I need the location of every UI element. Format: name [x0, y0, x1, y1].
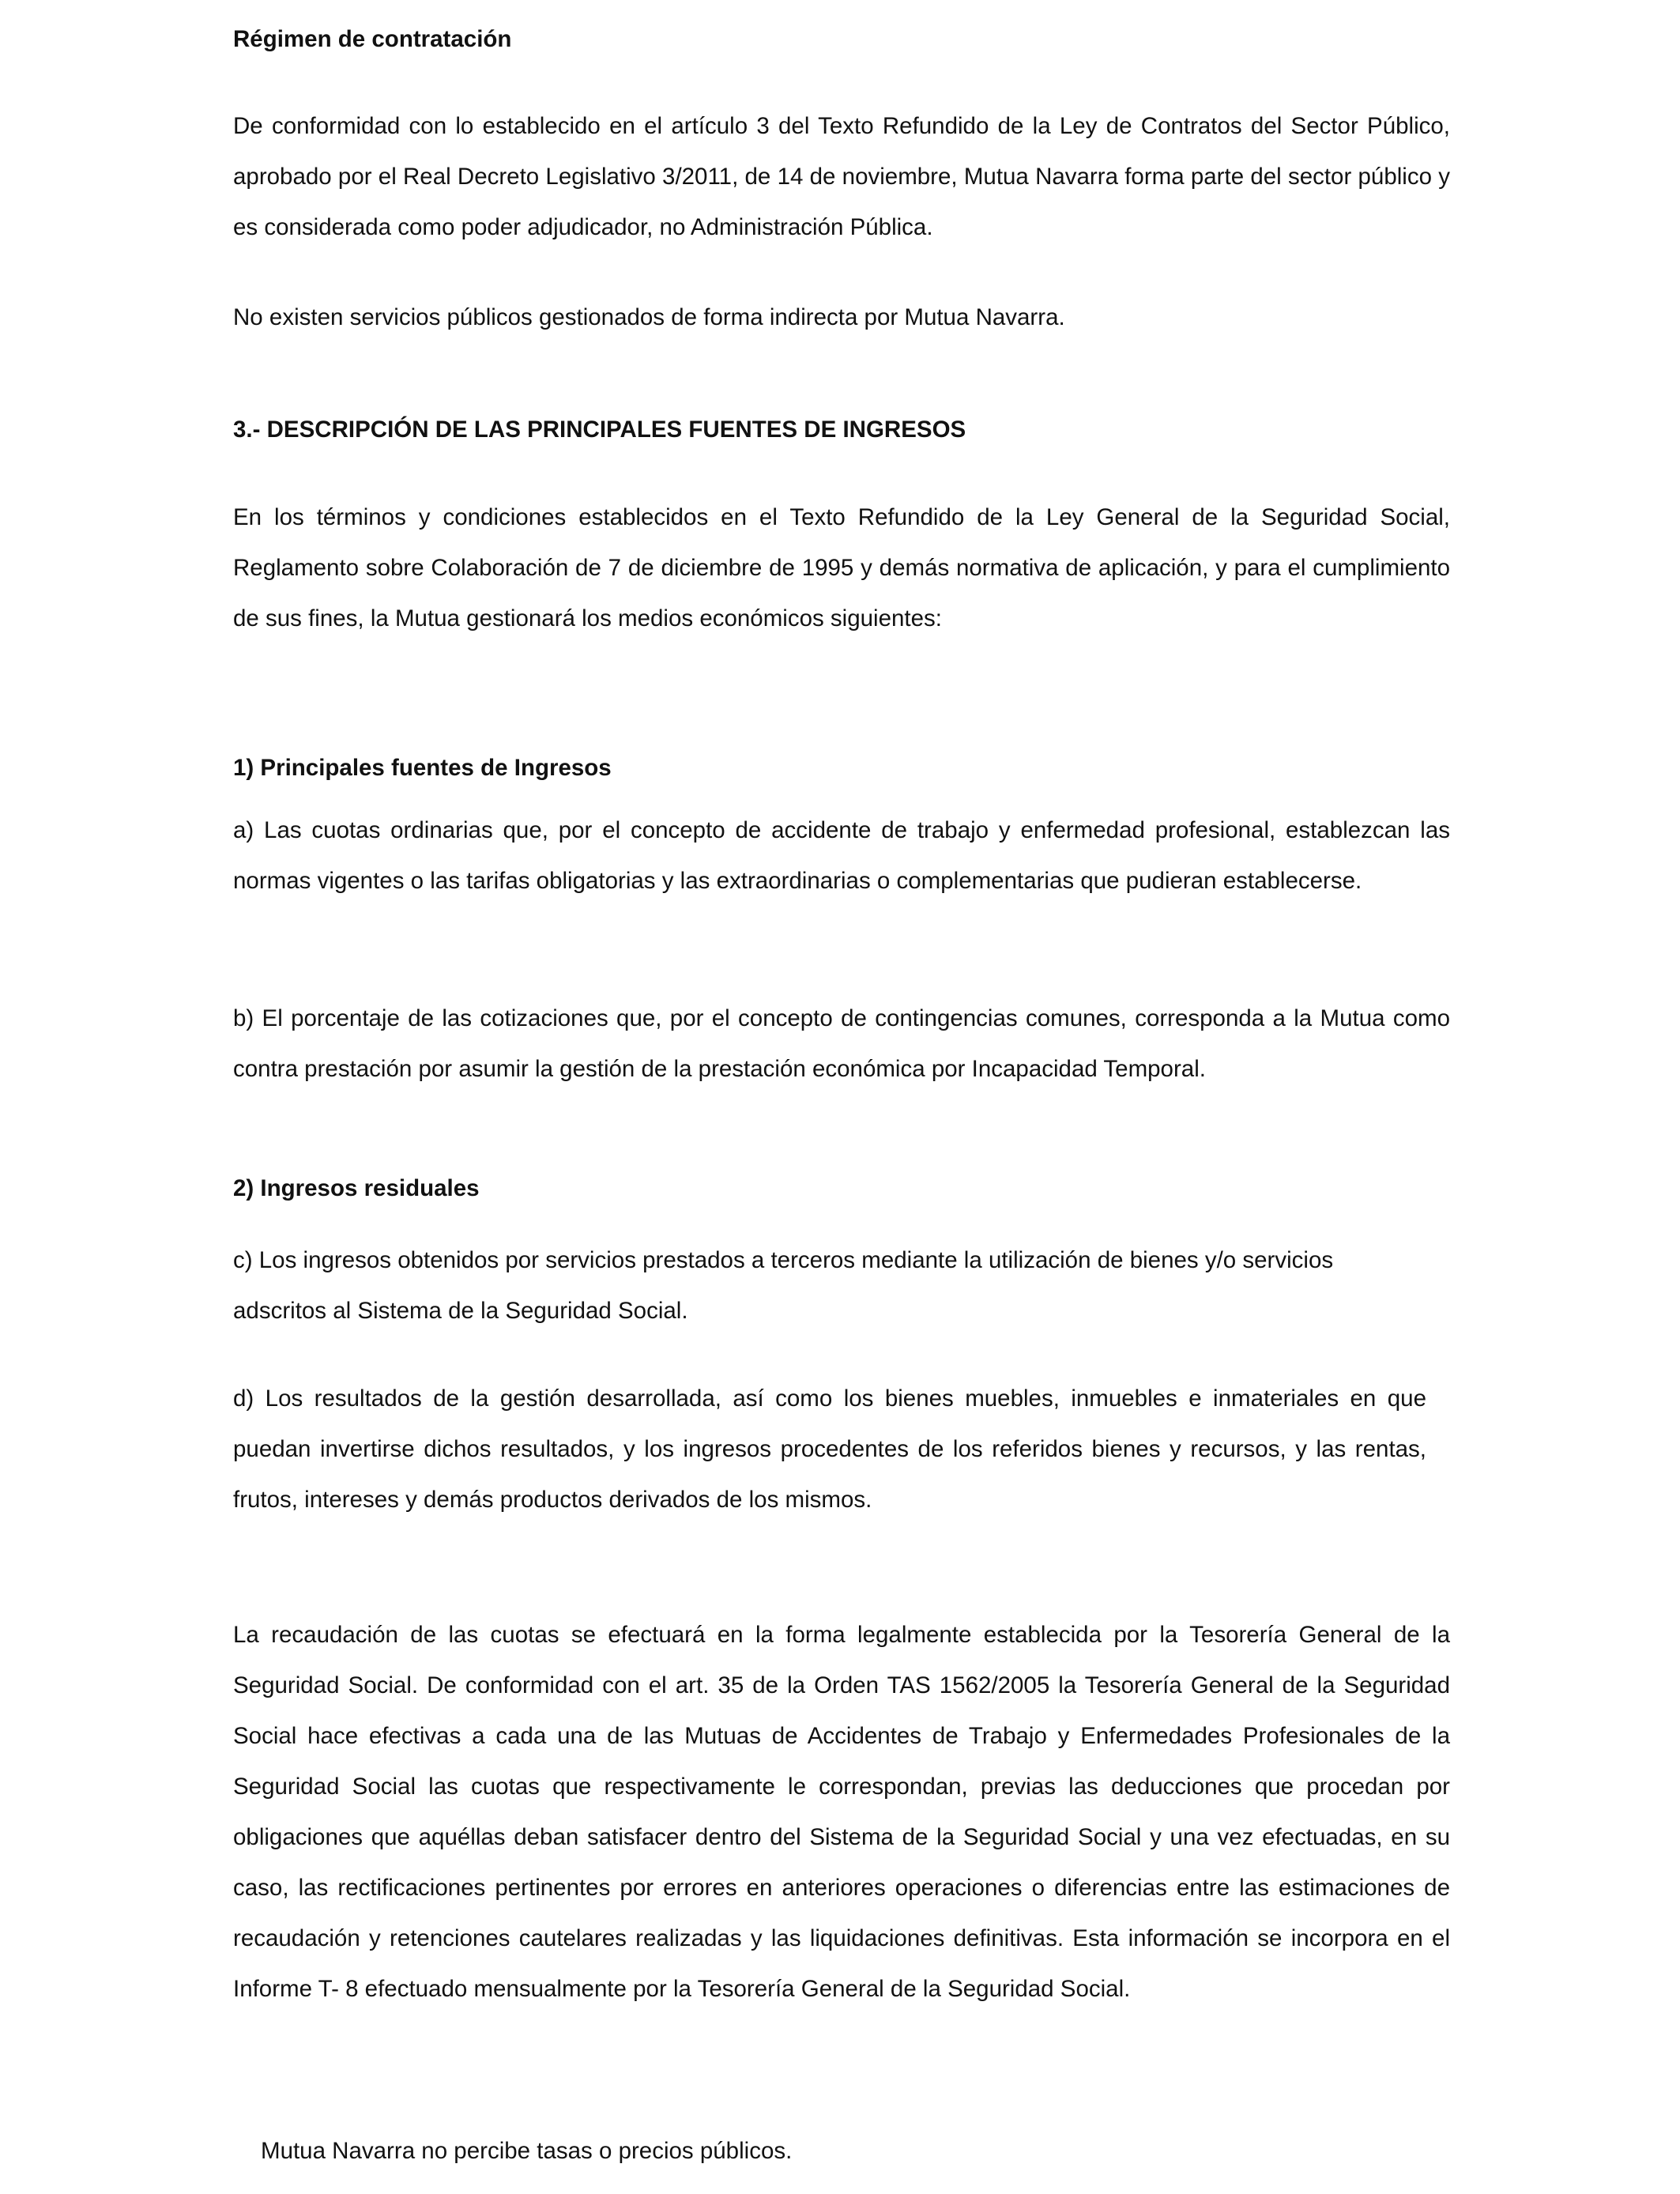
item-a-cuotas-ordinarias: a) Las cuotas ordinarias que, por el concepto de accidente de trabajo y enfermedad profesional, establezcan las normas vigentes o las tarifas obligatorias y las extraordinarias o complementarias que pudieran establecerse. [233, 817, 1450, 894]
paragraph-regimen-contratacion: De conformidad con lo establecido en el artículo 3 del Texto Refundido de la Ley de Contratos del Sector Público, aprobado por el Real Decreto Legislativo 3/2011, de 14 de noviembre, Mutua Navarra forma parte del sector público y es considerada como poder adjudicador, no Administración Pública. [233, 113, 1450, 240]
paragraph-intro-fuentes: En los términos y condiciones establecidos en el Texto Refundido de la Ley General de la Seguridad Social, Reglamento sobre Colaboración de 7 de diciembre de 1995 y demás normativa de aplicación, y para el cumplimiento de sus fines, la Mutua gestionará los medios económicos siguientes: [233, 504, 1450, 631]
paragraph-recaudacion-cuotas: La recaudación de las cuotas se efectuará en la forma legalmente establecida por la Tesorería General de la Seguridad Social. De conformidad con el art. 35 de la Orden TAS 1562/2005 la Tesorería General de la Seguridad Social hace efectivas a cada una de las Mutuas de Accidentes de Trabajo y Enfermedades Profesionales de la Seguridad Social las cuotas que respectivamente le correspondan, previas las deducciones que procedan por obligaciones que aquéllas deban satisfacer dentro del Sistema de la Seguridad Social y una vez efectuadas, en su caso, las rectificaciones pertinentes por errores en anteriores operaciones o diferencias entre las estimaciones de recaudación y retenciones cautelares realizadas y las liquidaciones definitivas. Esta información se incorpora en el Informe T- 8 efectuado mensualmente por la Tesorería General de la Seguridad Social. [233, 1622, 1450, 2002]
heading-regimen-contratacion: Régimen de contratación [233, 26, 512, 52]
item-c-ingresos-servicios: c) Los ingresos obtenidos por servicios prestados a terceros mediante la utilización de bienes y/o servicios adscritos al Sistema de la Seguridad Social. [233, 1247, 1334, 1324]
paragraph-servicios-publicos: No existen servicios públicos gestionados de forma indirecta por Mutua Navarra. [233, 304, 1065, 330]
heading-fuentes-ingresos: 3.- DESCRIPCIÓN DE LAS PRINCIPALES FUENTES DE INGRESOS [233, 417, 966, 443]
paragraph-tasas-precios: Mutua Navarra no percibe tasas o precios públicos. [261, 2138, 793, 2164]
heading-principales-fuentes: 1) Principales fuentes de Ingresos [233, 755, 612, 781]
item-b-porcentaje-cotizaciones: b) El porcentaje de las cotizaciones que, por el concepto de contingencias comunes, corresponda a la Mutua como contra prestación por asumir la gestión de la prestación económica por Incapacidad Temporal. [233, 1005, 1450, 1082]
heading-ingresos-residuales: 2) Ingresos residuales [233, 1175, 480, 1201]
item-d-resultados-gestion: d) Los resultados de la gestión desarrollada, así como los bienes muebles, inmuebles e inmateriales en que puedan invertirse dichos resultados, y los ingresos procedentes de los referidos bienes y recursos, y las rentas, frutos, intereses y demás productos derivados de los mismos. [233, 1385, 1426, 1513]
